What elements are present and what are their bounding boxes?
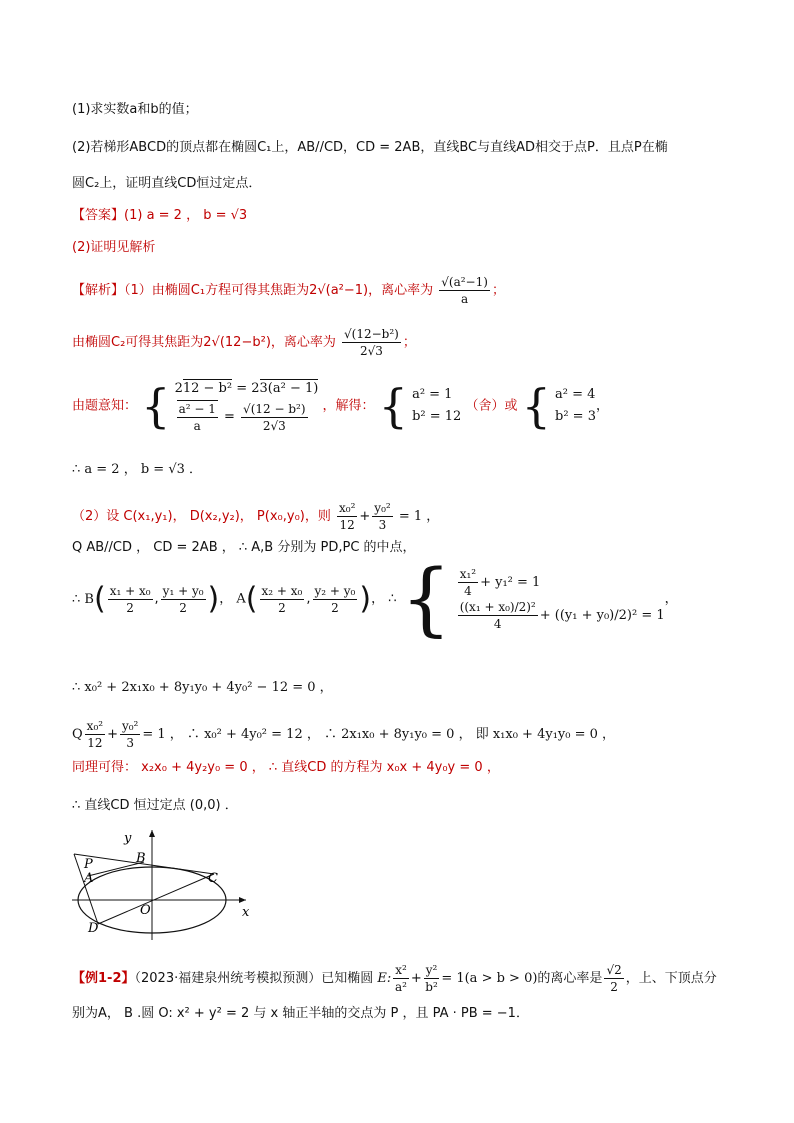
line-dc — [98, 874, 214, 924]
eccentricity-fraction-2: $\frac{\text{√(12−b²)}}{2√3}$ — [344, 327, 399, 358]
equation-system-1: 212 − b² = 23(a² − 1) $\frac{\text{a² − 1}}{a}$ = $\frac{\text{√(12 − b²)}}{2√3}$ — [174, 381, 319, 433]
analysis-line-5: （2）设 C(x₁,y₁)， D(x₂,y₂)， P(x₀,y₀)，则 $\frac{\text{x₀²}}{12}$ + $\frac{\text{y₀²}}{3}$ = 1 ， — [72, 501, 440, 532]
analysis-line-11: ∴ 直线CD 恒过定点 (0,0) ． — [72, 798, 238, 813]
y-axis-arrow-icon — [149, 830, 155, 837]
eccentricity-fraction-1: $\frac{\text{√(a²−1)}}{a}$ — [441, 275, 488, 306]
analysis-line-2: 由椭圆C₂可得其焦距为2√(12−b²)，离心率为 $\frac{\text{√(12−b²)}}{2√3}$ ； — [72, 327, 416, 358]
part2-question: (2)若梯形ABCD的顶点都在椭圆C₁上，AB//CD，CD = 2AB，直线BC与直线AD相交于点P．且点P在椭 — [72, 140, 668, 155]
example-line-1: 【例1-2】（2023·福建泉州统考模拟预测）已知椭圆 E: $\frac{\text{x²}}{\text{a²}}$ + $\frac{\text{y²}}{\text{b²}}$ = 1(a > b > 0)的离心率是 $\frac{√2}{2}$ ，上、下顶点分 — [72, 963, 717, 994]
part2-question-cont: 圆C₂上，证明直线CD恒过定点． — [72, 176, 262, 191]
analysis-line-6: Q AB//CD ， CD = 2AB ， ∴ A,B 分别为 PD,PC 的中点， — [72, 540, 416, 555]
label-x: x — [242, 905, 250, 920]
analysis-line-1: 【解析】（1）由椭圆C₁方程可得其焦距为2√(a²−1)，离心率为 $\frac{\text{√(a²−1)}}{a}$ ； — [72, 275, 505, 306]
analysis-line-7: ∴ B( $\frac{\text{x₁ + x₀}}{2}$ , $\frac{\text{y₁ + y₀}}{2}$ )， A( $\frac{\text{x₂ + x₀}}{2}$ , $\frac{\text{y₂ + y₀}}{2}$ )， ∴ { $\frac{\text{x₁²}}{4}$ + y₁² = 1 $\frac{\text{((x₁ + x₀)/2)²}}{4}$ + ((y₁ + y₀)/2)² = 1 ， — [72, 552, 678, 645]
analysis-line-4: ∴ a = 2 ， b = √3 ． — [72, 462, 203, 477]
label-d: D — [88, 921, 99, 936]
x-axis-arrow-icon — [239, 897, 246, 903]
analysis-label: 【解析】 — [72, 283, 125, 298]
label-c: C — [208, 871, 218, 886]
label-a: A — [84, 871, 94, 886]
label-o: O — [140, 903, 151, 918]
analysis-line-3: 由题意知： { 212 − b² = 23(a² − 1) $\frac{\text{a² − 1}}{a}$ = $\frac{\text{√(12 − b²)}}{2√3}$ ，解得： { a² = 1 b² = 12 （舍）或 { a² = 4 b² = 3 ， — [72, 379, 609, 433]
analysis-line-10: 同理可得： x₂x₀ + 4y₂y₀ = 0 ， ∴ 直线CD 的方程为 x₀x + 4y₀y = 0 ， — [72, 760, 500, 775]
solution-reject: a² = 1 b² = 12 — [412, 387, 462, 424]
solution-accept: a² = 4 b² = 3 — [555, 387, 596, 424]
answer-line-2: (2)证明见解析 — [72, 240, 156, 255]
ellipse-figure — [64, 824, 264, 940]
answer-label: 【答案】 — [72, 208, 125, 223]
part1-question: (1)求实数a和b的值； — [72, 102, 198, 117]
midpoint-system: $\frac{\text{x₁²}}{4}$ + y₁² = 1 $\frac{\text{((x₁ + x₀)/2)²}}{4}$ + ((y₁ + y₀)/2)² = 1 — [459, 567, 665, 631]
example-line-2: 别为A， B .圆 O: x² + y² = 2 与 x 轴正半轴的交点为 P ，且 PA · PB = −1． — [72, 1006, 529, 1021]
label-y: y — [124, 831, 132, 846]
answer-line: 【答案】(1) a = 2 ， b = √3 — [72, 208, 248, 223]
label-p: P — [84, 857, 93, 872]
analysis-line-8: ∴ x₀² + 2x₁x₀ + 8y₁y₀ + 4y₀² − 12 = 0 ， — [72, 680, 333, 695]
analysis-line-9: Q $\frac{\text{x₀²}}{12}$ + $\frac{\text{y₀²}}{3}$ = 1 ， ∴ x₀² + 4y₀² = 12 ， ∴ 2x₁x₀ + 8y₁y₀ = 0 ， 即 x₁x₀ + 4y₁y₀ = 0 ， — [72, 719, 616, 750]
label-b: B — [136, 851, 146, 866]
example-label: 【例1-2】 — [72, 971, 135, 986]
